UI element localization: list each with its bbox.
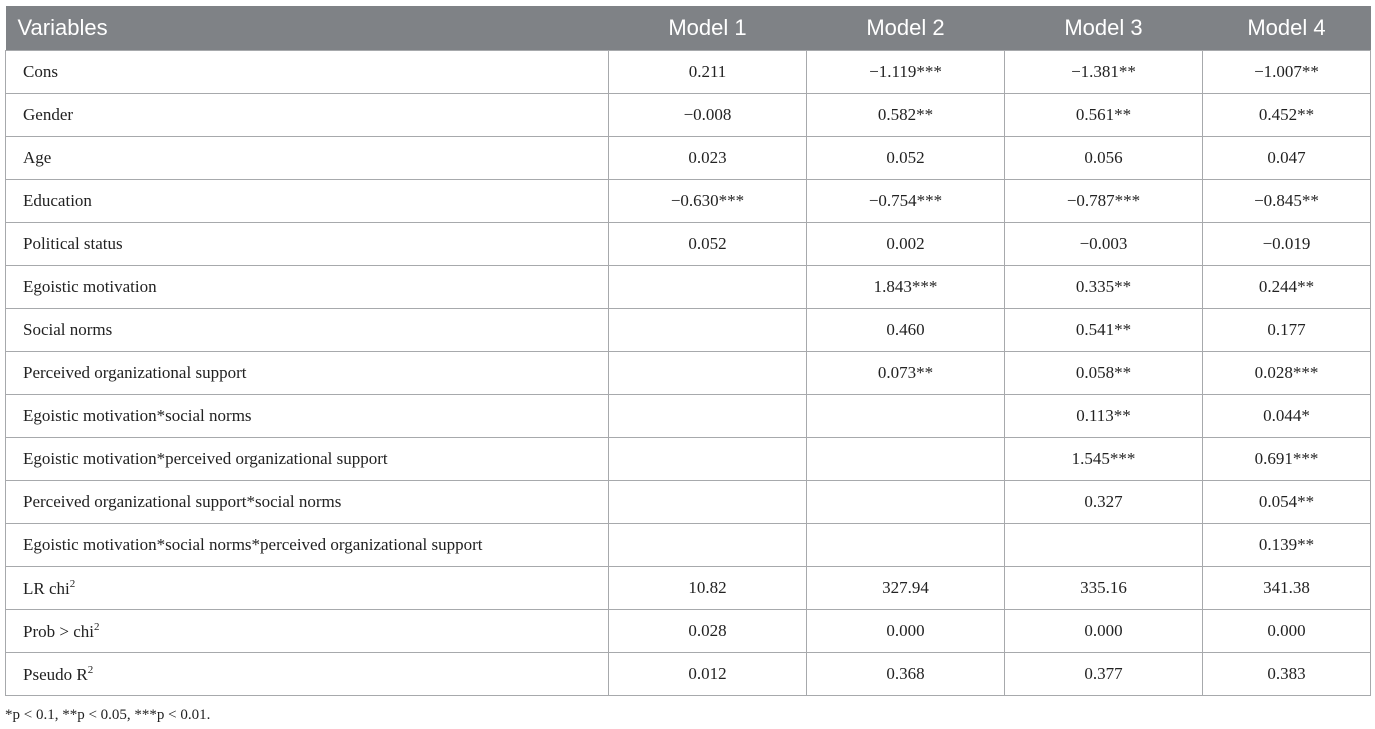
table-row — [6, 352, 1371, 395]
significance-footnote: *p < 0.1, **p < 0.05, ***p < 0.01. — [5, 707, 211, 723]
table-cell: 0.023 — [609, 137, 807, 180]
stats-row — [6, 653, 1371, 696]
table-cell — [807, 481, 1005, 524]
table-cell: −0.754*** — [807, 180, 1005, 223]
table-cell: −1.007** — [1203, 51, 1371, 94]
table-row — [6, 524, 1371, 567]
table-cell: 0.056 — [1005, 137, 1203, 180]
table-cell: 0.052 — [609, 223, 807, 266]
regression-table-container — [5, 6, 1370, 696]
table-cell: 0.012 — [609, 653, 807, 696]
table-cell: −0.008 — [609, 94, 807, 137]
table-row — [6, 438, 1371, 481]
table-cell — [609, 395, 807, 438]
table-cell: 335.16 — [1005, 567, 1203, 610]
table-cell: 0.047 — [1203, 137, 1371, 180]
table-cell: 0.177 — [1203, 309, 1371, 352]
row-label: Education — [6, 180, 609, 223]
table-cell — [807, 524, 1005, 567]
table-cell: 0.000 — [1005, 610, 1203, 653]
stat-label: LR chi — [23, 578, 70, 598]
table-cell: 0.054** — [1203, 481, 1371, 524]
table-cell: 0.383 — [1203, 653, 1371, 696]
table-row — [6, 223, 1371, 266]
table-cell — [609, 266, 807, 309]
row-label: Egoistic motivation*perceived organizational support — [6, 438, 609, 481]
header-model-2: Model 2 — [807, 6, 1005, 51]
table-row — [6, 51, 1371, 94]
table-cell: 0.582** — [807, 94, 1005, 137]
header-model-4: Model 4 — [1203, 6, 1371, 51]
table-cell: 0.028*** — [1203, 352, 1371, 395]
table-cell — [1005, 524, 1203, 567]
table-cell: 0.541** — [1005, 309, 1203, 352]
table-cell: 0.058** — [1005, 352, 1203, 395]
row-label — [6, 610, 609, 653]
table-cell — [609, 309, 807, 352]
table-cell: 1.843*** — [807, 266, 1005, 309]
table-cell: 0.002 — [807, 223, 1005, 266]
table-cell: 0.377 — [1005, 653, 1203, 696]
table-cell: 0.139** — [1203, 524, 1371, 567]
table-cell: 0.452** — [1203, 94, 1371, 137]
row-label: Gender — [6, 94, 609, 137]
stats-row — [6, 567, 1371, 610]
regression-table — [5, 6, 1371, 696]
table-cell: −1.381** — [1005, 51, 1203, 94]
table-cell: 0.028 — [609, 610, 807, 653]
row-label: Perceived organizational support — [6, 352, 609, 395]
table-cell — [609, 352, 807, 395]
table-cell — [609, 524, 807, 567]
header-variables: Variables — [6, 6, 609, 51]
table-cell: 1.545*** — [1005, 438, 1203, 481]
table-cell: 10.82 — [609, 567, 807, 610]
table-cell: 0.561** — [1005, 94, 1203, 137]
table-row — [6, 180, 1371, 223]
stat-label: Prob > chi — [23, 621, 94, 641]
superscript: 2 — [87, 663, 94, 676]
table-row — [6, 481, 1371, 524]
superscript: 2 — [93, 620, 100, 633]
table-cell: 0.000 — [807, 610, 1005, 653]
header-row — [6, 6, 1371, 51]
table-cell: 0.211 — [609, 51, 807, 94]
table-row — [6, 94, 1371, 137]
table-cell: 341.38 — [1203, 567, 1371, 610]
table-cell: 0.113** — [1005, 395, 1203, 438]
table-cell — [609, 481, 807, 524]
table-cell: −0.019 — [1203, 223, 1371, 266]
stat-label: Pseudo R — [23, 664, 88, 684]
table-row — [6, 266, 1371, 309]
table-cell: 327.94 — [807, 567, 1005, 610]
table-row — [6, 137, 1371, 180]
table-cell — [807, 395, 1005, 438]
row-label: Egoistic motivation*social norms — [6, 395, 609, 438]
table-cell: 0.327 — [1005, 481, 1203, 524]
table-cell: 0.244** — [1203, 266, 1371, 309]
table-cell: 0.335** — [1005, 266, 1203, 309]
row-label: Egoistic motivation — [6, 266, 609, 309]
stats-row — [6, 610, 1371, 653]
table-row — [6, 309, 1371, 352]
row-label: Perceived organizational support*social norms — [6, 481, 609, 524]
row-label — [6, 653, 609, 696]
table-cell: −0.787*** — [1005, 180, 1203, 223]
row-label: Egoistic motivation*social norms*perceived organizational support — [6, 524, 609, 567]
table-cell: −0.003 — [1005, 223, 1203, 266]
row-label — [6, 567, 609, 610]
table-cell: −0.630*** — [609, 180, 807, 223]
table-cell: 0.052 — [807, 137, 1005, 180]
table-cell — [609, 438, 807, 481]
row-label: Social norms — [6, 309, 609, 352]
table-cell: 0.460 — [807, 309, 1005, 352]
table-cell: 0.044* — [1203, 395, 1371, 438]
superscript: 2 — [69, 577, 76, 590]
table-cell: 0.000 — [1203, 610, 1371, 653]
row-label: Age — [6, 137, 609, 180]
table-row — [6, 395, 1371, 438]
header-model-3: Model 3 — [1005, 6, 1203, 51]
table-cell: 0.368 — [807, 653, 1005, 696]
table-cell: −0.845** — [1203, 180, 1371, 223]
table-cell: 0.691*** — [1203, 438, 1371, 481]
table-cell: 0.073** — [807, 352, 1005, 395]
header-model-1: Model 1 — [609, 6, 807, 51]
row-label: Political status — [6, 223, 609, 266]
table-cell — [807, 438, 1005, 481]
row-label: Cons — [6, 51, 609, 94]
table-cell: −1.119*** — [807, 51, 1005, 94]
